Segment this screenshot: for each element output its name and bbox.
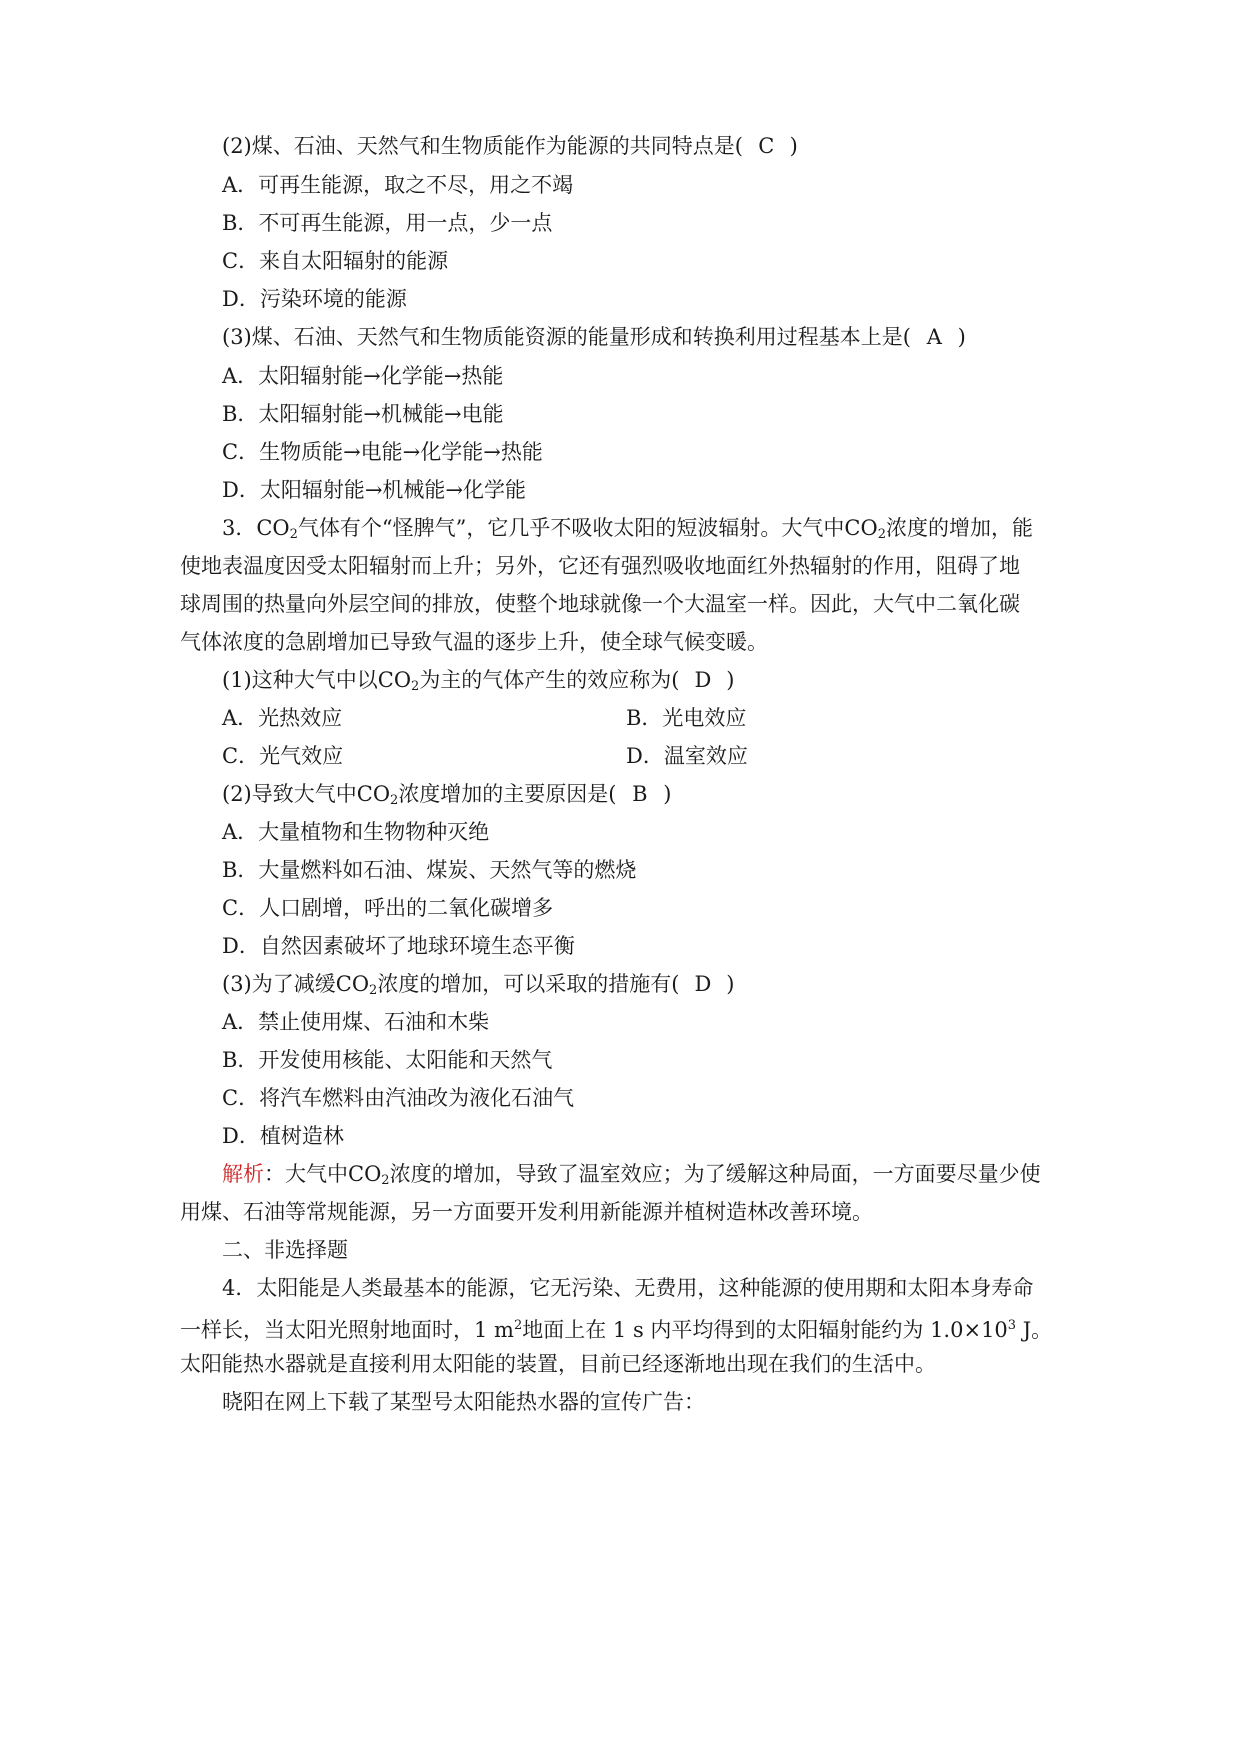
question-4-line-2 [180, 1311, 1052, 1345]
stem-text: 浓度增加的主要原因是( [398, 782, 617, 806]
subscript: 2 [289, 527, 298, 542]
question-4-line-3: 太阳能热水器就是直接利用太阳能的装置，目前已经逐渐地出现在我们的生活中。 [180, 1352, 936, 1376]
answer-letter: A [926, 325, 942, 349]
question-3-2-stem [222, 779, 671, 816]
question-3-intro-line-4: 气体浓度的急剧增加已导致气温的逐步上升，使全球气候变暖。 [180, 630, 768, 654]
analysis-text: 浓度的增加，导致了温室效应；为了缓解这种局面，一方面要尽量少使 [389, 1162, 1041, 1186]
option-c: C．光气效应 [222, 744, 344, 768]
intro-text: 3．CO [222, 516, 290, 540]
stem-text: (3)煤、石油、天然气和生物质能资源的能量形成和转换利用过程基本上是( [222, 325, 911, 349]
option-b: B．开发使用核能、太阳能和天然气 [222, 1048, 553, 1072]
option-c: C．人口剧增，呼出的二氧化碳增多 [222, 896, 554, 920]
question-4-line-1: 4．太阳能是人类最基本的能源，它无污染、无费用，这种能源的使用期和太阳本身寿命 [222, 1276, 1034, 1300]
subscript: 2 [390, 793, 399, 808]
answer-letter: D [694, 668, 712, 692]
analysis-text: ：大气中CO [264, 1162, 382, 1186]
superscript: 3 [1007, 1318, 1017, 1333]
answer-letter: D [694, 972, 712, 996]
subscript: 2 [369, 983, 378, 998]
option-c: C．来自太阳辐射的能源 [222, 249, 449, 273]
answer-letter: B [632, 782, 648, 806]
option-d: D．污染环境的能源 [222, 287, 407, 311]
stem-text: 为主的气体产生的效应称为( [419, 668, 680, 692]
section-heading: 二、非选择题 [222, 1238, 348, 1262]
intro-text: 浓度的增加，能 [885, 516, 1033, 540]
stem-text: 浓度的增加，可以采取的措施有( [377, 972, 680, 996]
option-c: C．生物质能→电能→化学能→热能 [222, 440, 543, 464]
superscript: 2 [513, 1318, 523, 1333]
question-2-2-stem [222, 131, 798, 161]
option-b: B．大量燃料如石油、煤炭、天然气等的燃烧 [222, 858, 637, 882]
answer-letter: C [758, 134, 775, 158]
analysis-line-1 [222, 1159, 1041, 1196]
question-3-3-stem [222, 969, 734, 1006]
option-d: D．太阳辐射能→机械能→化学能 [222, 478, 527, 502]
q4-text: 一样长，当太阳光照射地面时，1 m [180, 1318, 514, 1342]
option-b: B．太阳辐射能→机械能→电能 [222, 402, 504, 426]
option-a: A．大量植物和生物物种灭绝 [222, 820, 490, 844]
question-4-line-4: 晓阳在网上下载了某型号太阳能热水器的宣传广告： [222, 1390, 705, 1414]
option-b: B．光电效应 [626, 706, 747, 730]
question-3-intro-line-3: 球周围的热量向外层空间的排放，使整个地球就像一个大温室一样。因此，大气中二氧化碳 [180, 592, 1020, 616]
stem-text: (1)这种大气中以CO [222, 668, 412, 692]
analysis-label: 解析 [222, 1162, 264, 1186]
option-a: A．太阳辐射能→化学能→热能 [222, 364, 504, 388]
subscript: 2 [411, 679, 420, 694]
option-a: A．禁止使用煤、石油和木柴 [222, 1010, 490, 1034]
stem-text: (2)导致大气中CO [222, 782, 391, 806]
option-a: A．光热效应 [222, 706, 343, 730]
question-3-1-stem [222, 665, 734, 702]
q4-text: J。 [1016, 1318, 1053, 1342]
question-3-intro-line-1 [222, 513, 1033, 550]
subscript: 2 [381, 1173, 390, 1188]
stem-text: (3)为了减缓CO [222, 972, 370, 996]
close-paren: ) [726, 668, 735, 692]
option-d: D．温室效应 [626, 744, 748, 768]
option-b: B．不可再生能源，用一点，少一点 [222, 211, 553, 235]
question-3-intro-line-2: 使地表温度因受太阳辐射而上升；另外，它还有强烈吸收地面红外热辐射的作用，阻碍了地 [180, 554, 1020, 578]
close-paren: ) [726, 972, 735, 996]
option-a: A．可再生能源，取之不尽，用之不竭 [222, 173, 574, 197]
question-2-3-stem [222, 322, 966, 352]
close-paren: ) [789, 134, 798, 158]
subscript: 2 [877, 527, 886, 542]
q4-text: 地面上在 1 s 内平均得到的太阳辐射能约为 1.0×10 [522, 1318, 1008, 1342]
option-c: C．将汽车燃料由汽油改为液化石油气 [222, 1086, 575, 1110]
analysis-line-2: 用煤、石油等常规能源，另一方面要开发利用新能源并植树造林改善环境。 [180, 1200, 873, 1224]
option-d: D．植树造林 [222, 1124, 344, 1148]
stem-text: (2)煤、石油、天然气和生物质能作为能源的共同特点是( [222, 134, 743, 158]
intro-text: 气体有个“怪脾气”，它几乎不吸收太阳的短波辐射。大气中CO [297, 516, 878, 540]
close-paren: ) [957, 325, 966, 349]
close-paren: ) [663, 782, 672, 806]
option-d: D．自然因素破坏了地球环境生态平衡 [222, 934, 575, 958]
